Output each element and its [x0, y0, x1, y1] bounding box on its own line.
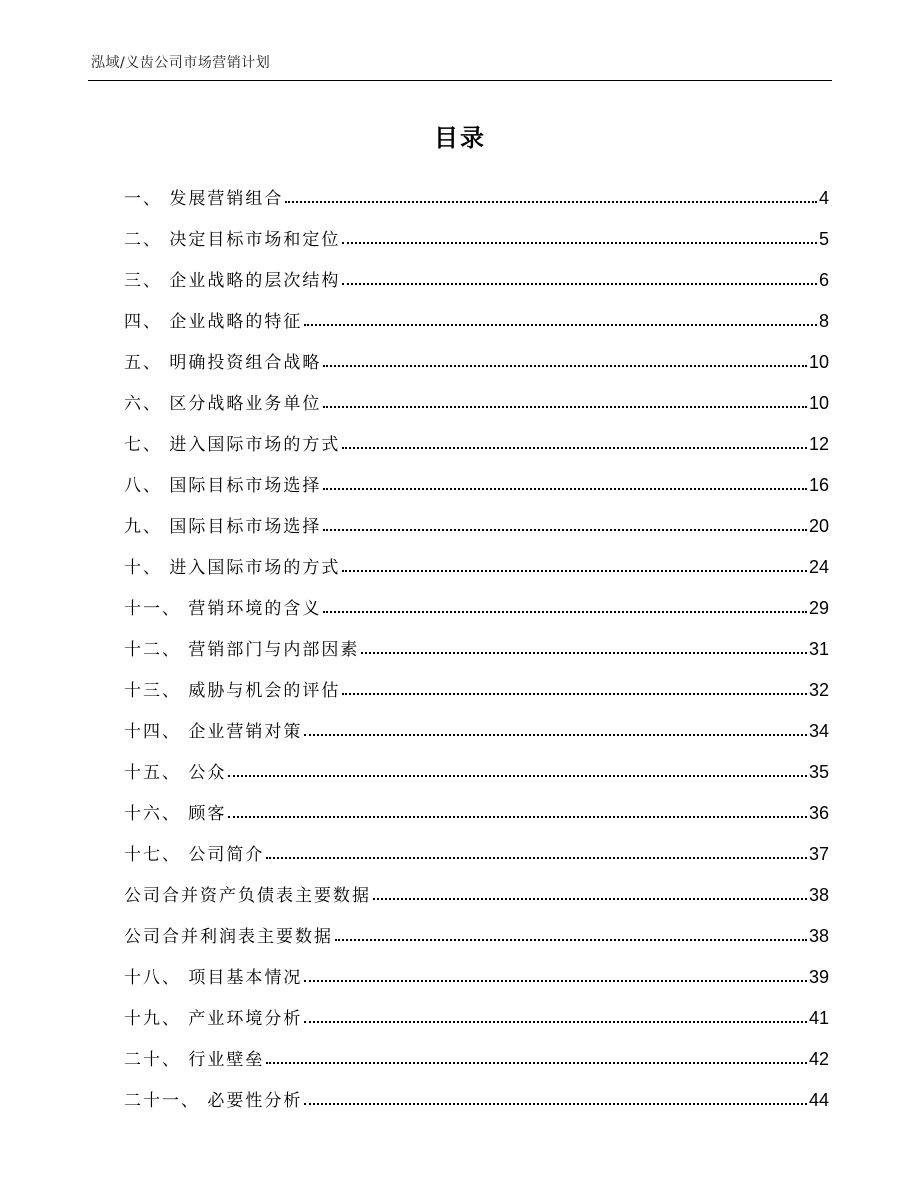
toc-entry[interactable]	[124, 660, 829, 701]
toc-entry-label: 公司合并利润表主要数据	[124, 927, 333, 947]
toc-dot-leader	[304, 324, 817, 326]
toc-dot-leader	[304, 1021, 807, 1023]
toc-entry-page-number: 20	[808, 516, 829, 536]
page-title: 目录	[434, 124, 486, 152]
toc-entry-label: 五、 明确投资组合战略	[124, 353, 322, 373]
toc-dot-leader	[342, 693, 807, 695]
toc-entry[interactable]	[124, 619, 829, 660]
toc-dot-leader	[304, 1103, 807, 1105]
toc-dot-leader	[373, 898, 807, 900]
toc-entry-label: 十六、 顾客	[124, 804, 227, 824]
toc-entry-page-number: 42	[808, 1049, 829, 1069]
toc-entry-page-number: 5	[818, 229, 829, 249]
toc-dot-leader	[335, 939, 807, 941]
toc-entry[interactable]	[124, 250, 829, 291]
toc-entry-label: 二、 决定目标市场和定位	[124, 230, 341, 250]
toc-entry-page-number: 38	[808, 885, 829, 905]
toc-entry-page-number: 34	[808, 721, 829, 741]
toc-entry[interactable]	[124, 824, 829, 865]
toc-entry[interactable]	[124, 1070, 829, 1111]
toc-entry-label: 六、 区分战略业务单位	[124, 394, 322, 414]
toc-entry[interactable]	[124, 742, 829, 783]
toc-entry-label: 二十、 行业壁垒	[124, 1050, 265, 1070]
toc-entry-label: 十、 进入国际市场的方式	[124, 558, 341, 578]
toc-entry[interactable]	[124, 947, 829, 988]
toc-entry-page-number: 38	[808, 926, 829, 946]
toc-entry-label: 十一、 营销环境的含义	[124, 599, 322, 619]
header-divider	[88, 80, 832, 81]
toc-entry[interactable]	[124, 291, 829, 332]
toc-entry-page-number: 8	[818, 311, 829, 331]
toc-entry-label: 十八、 项目基本情况	[124, 968, 303, 988]
toc-dot-leader	[266, 857, 807, 859]
toc-dot-leader	[323, 365, 807, 367]
toc-entry-label: 公司合并资产负债表主要数据	[124, 886, 371, 906]
toc-entry[interactable]	[124, 578, 829, 619]
toc-dot-leader	[266, 1062, 807, 1064]
toc-entry-label: 四、 企业战略的特征	[124, 312, 303, 332]
toc-entry[interactable]	[124, 332, 829, 373]
toc-entry-page-number: 10	[808, 352, 829, 372]
toc-entry-page-number: 35	[808, 762, 829, 782]
toc-dot-leader	[323, 406, 807, 408]
toc-entry[interactable]	[124, 783, 829, 824]
toc-entry[interactable]	[124, 414, 829, 455]
toc-entry-page-number: 44	[808, 1090, 829, 1110]
running-header: 泓域/义齿公司市场营销计划	[91, 55, 271, 71]
toc-entry-label: 十五、 公众	[124, 763, 227, 783]
toc-entry[interactable]	[124, 373, 829, 414]
toc-entry[interactable]	[124, 865, 829, 906]
toc-entry-label: 三、 企业战略的层次结构	[124, 271, 341, 291]
toc-entry-page-number: 10	[808, 393, 829, 413]
toc-dot-leader	[342, 283, 817, 285]
toc-entry[interactable]	[124, 1029, 829, 1070]
toc-dot-leader	[342, 570, 807, 572]
toc-entry-label: 十四、 企业营销对策	[124, 722, 303, 742]
toc-entry[interactable]	[124, 701, 829, 742]
toc-dot-leader	[323, 611, 807, 613]
toc-entry-label: 九、 国际目标市场选择	[124, 517, 322, 537]
toc-dot-leader	[304, 734, 807, 736]
toc-entry-label: 八、 国际目标市场选择	[124, 476, 322, 496]
toc-entry[interactable]	[124, 537, 829, 578]
toc-dot-leader	[342, 242, 817, 244]
table-of-contents	[124, 168, 829, 1111]
toc-entry-label: 七、 进入国际市场的方式	[124, 435, 341, 455]
toc-dot-leader	[228, 816, 807, 818]
toc-entry[interactable]	[124, 496, 829, 537]
toc-entry-page-number: 31	[808, 639, 829, 659]
toc-entry[interactable]	[124, 455, 829, 496]
toc-entry-page-number: 4	[818, 188, 829, 208]
toc-entry-page-number: 32	[808, 680, 829, 700]
toc-dot-leader	[285, 201, 817, 203]
toc-entry-page-number: 29	[808, 598, 829, 618]
toc-dot-leader	[361, 652, 807, 654]
toc-entry-page-number: 24	[808, 557, 829, 577]
toc-entry-label: 二十一、 必要性分析	[124, 1091, 303, 1111]
toc-dot-leader	[342, 447, 807, 449]
toc-entry[interactable]	[124, 168, 829, 209]
toc-dot-leader	[304, 980, 807, 982]
toc-entry-label: 十二、 营销部门与内部因素	[124, 640, 360, 660]
toc-entry-page-number: 16	[808, 475, 829, 495]
toc-dot-leader	[228, 775, 807, 777]
toc-entry-page-number: 6	[818, 270, 829, 290]
toc-entry[interactable]	[124, 906, 829, 947]
toc-entry[interactable]	[124, 988, 829, 1029]
toc-entry-label: 十三、 威胁与机会的评估	[124, 681, 341, 701]
toc-entry-page-number: 36	[808, 803, 829, 823]
toc-entry-page-number: 12	[808, 434, 829, 454]
toc-entry-label: 十九、 产业环境分析	[124, 1009, 303, 1029]
toc-dot-leader	[323, 529, 807, 531]
toc-entry-label: 十七、 公司简介	[124, 845, 265, 865]
toc-entry-page-number: 37	[808, 844, 829, 864]
toc-entry-page-number: 41	[808, 1008, 829, 1028]
toc-entry-label: 一、 发展营销组合	[124, 189, 284, 209]
toc-entry[interactable]	[124, 209, 829, 250]
toc-dot-leader	[323, 488, 807, 490]
toc-entry-page-number: 39	[808, 967, 829, 987]
